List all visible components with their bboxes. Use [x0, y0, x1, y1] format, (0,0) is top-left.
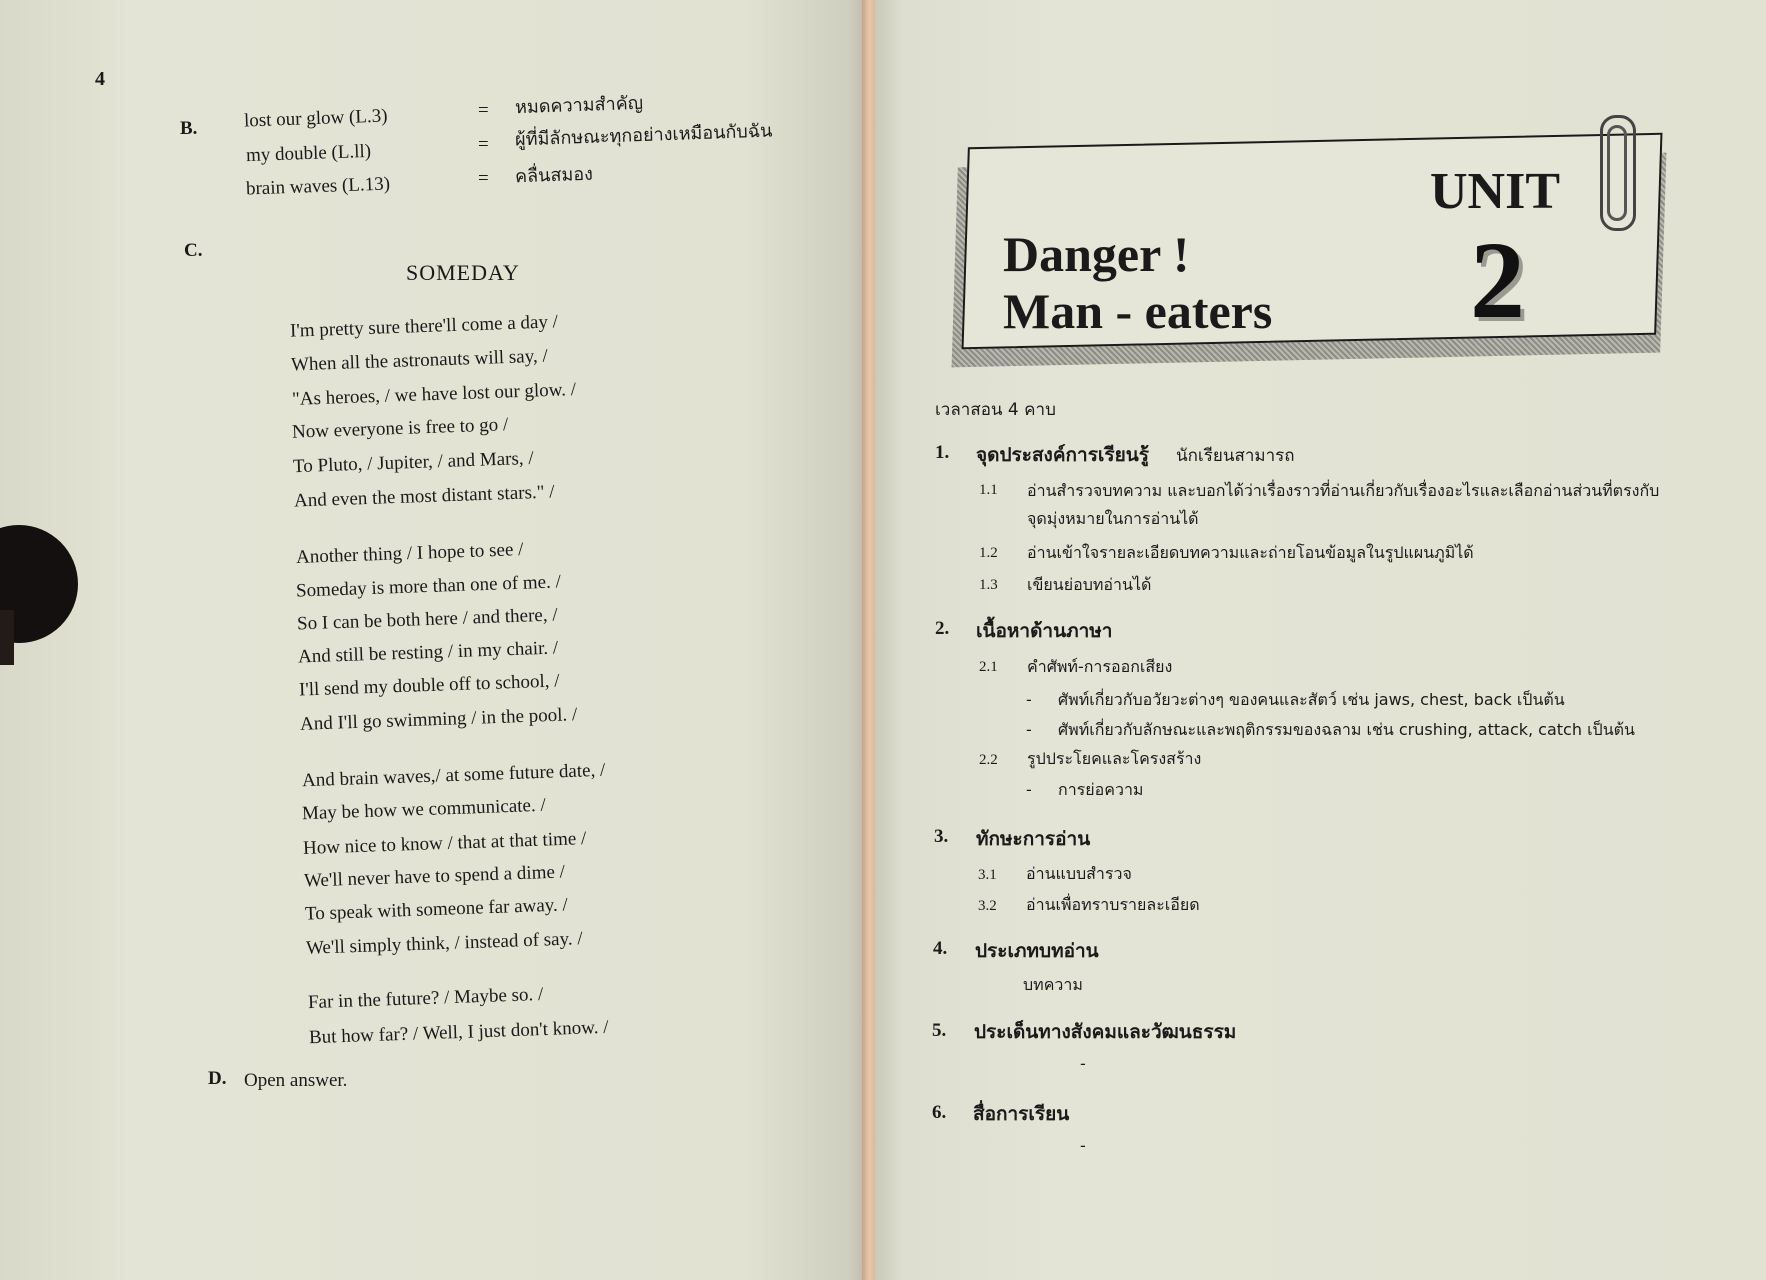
- bullet-dash: -: [1026, 780, 1032, 799]
- subitem-number: 2.2: [979, 752, 998, 768]
- subitem-text: เขียนย่อบทอ่านได้: [1027, 575, 1152, 594]
- poem-line: "As heroes, / we have lost our glow. /: [291, 379, 577, 410]
- page-number: 4: [95, 68, 105, 90]
- subitem-number: 1.1: [979, 482, 998, 498]
- poem-line: But how far? / Well, I just don't know. /: [308, 1016, 609, 1049]
- subitem-text: อ่านสำรวจบทความ และบอกได้ว่าเรื่องราวที่อ่านเกี่ยวกับเรื่องอะไรและเลือกอ่านส่วนที่ตรงกับ: [1027, 481, 1660, 500]
- section-number: 3.: [934, 826, 949, 847]
- section-b-label: B.: [180, 118, 198, 139]
- poem-line: Now everyone is free to go /: [291, 414, 509, 443]
- poem-line: To Pluto, / Jupiter, / and Mars, /: [292, 447, 534, 478]
- section-d-text: Open answer.: [244, 1070, 348, 1091]
- poem-line: Someday is more than one of me. /: [295, 571, 562, 602]
- bullet-text: ศัพท์เกี่ยวกับอวัยวะต่างๆ ของคนและสัตว์ เช่น jaws, chest, back เป็นต้น: [1058, 690, 1565, 709]
- poem-line: I'll send my double off to school, /: [298, 670, 560, 701]
- poem-line: When all the astronauts will say, /: [290, 345, 549, 376]
- unit-number: 2: [1470, 219, 1525, 341]
- section-d-label: D.: [208, 1068, 227, 1089]
- poem-line: And still be resting / in my chair. /: [297, 637, 559, 668]
- subitem-number: 2.1: [979, 659, 998, 675]
- subitem-number: 1.2: [979, 545, 998, 561]
- unit-title-line2: Man - eaters: [1003, 283, 1273, 339]
- poem-line: So I can be both here / and there, /: [296, 604, 558, 635]
- section-heading: ทักษะการอ่าน: [976, 828, 1091, 850]
- poem-line: We'll never have to spend a dime /: [303, 861, 566, 892]
- unit-title-line1: Danger !: [1003, 226, 1190, 282]
- bullet-text: ศัพท์เกี่ยวกับลักษณะและพฤติกรรมของฉลาม เช่น crushing, attack, catch เป็นต้น: [1058, 720, 1635, 739]
- bullet-text: การย่อความ: [1058, 780, 1144, 799]
- poem-title: SOMEDAY: [406, 260, 520, 285]
- subitem-number: 1.3: [979, 577, 998, 593]
- section-heading: จุดประสงค์การเรียนรู้: [976, 444, 1149, 466]
- section-heading-suffix: นักเรียนสามารถ: [1176, 446, 1295, 466]
- bullet-dash: -: [1026, 720, 1032, 739]
- subitem-number: 3.2: [978, 898, 997, 914]
- subitem-number: 3.1: [978, 867, 997, 883]
- vocab-term: brain waves (L.13): [245, 173, 391, 200]
- subitem-text: อ่านเข้าใจรายละเอียดบทความและถ่ายโอนข้อมูลในรูปแผนภูมิได้: [1027, 543, 1474, 562]
- vocab-equals: =: [478, 168, 489, 189]
- vocab-term: my double (L.ll): [245, 140, 372, 167]
- subitem-text: อ่านเพื่อทราบรายละเอียด: [1026, 895, 1200, 914]
- poem-line: I'm pretty sure there'll come a day /: [289, 311, 559, 342]
- vocab-term: lost our glow (L.3): [243, 105, 388, 132]
- poem-line: May be how we communicate. /: [301, 794, 547, 825]
- left-page: [0, 0, 875, 1280]
- poem-line: To speak with someone far away. /: [304, 894, 569, 925]
- poem-line: Far in the future? / Maybe so. /: [307, 983, 544, 1014]
- vocab-meaning: ผู้ที่มีลักษณะทุกอย่างเหมือนกับฉัน: [514, 120, 773, 151]
- section-c-label: C.: [184, 240, 203, 261]
- poem-line: How nice to know / that at that time /: [302, 828, 587, 859]
- poem-line: And even the most distant stars." /: [293, 481, 555, 512]
- subitem-text: รูปประโยคและโครงสร้าง: [1027, 749, 1202, 768]
- vocab-equals: =: [478, 134, 489, 155]
- poem-line: And brain waves,/ at some future date, /: [301, 759, 606, 792]
- teaching-duration: เวลาสอน 4 คาบ: [935, 400, 1056, 420]
- subitem-text-cont: จุดมุ่งหมายในการอ่านได้: [1027, 509, 1199, 528]
- section-number: 5.: [932, 1020, 947, 1041]
- section-heading: ประเด็นทางสังคมและวัฒนธรรม: [974, 1021, 1237, 1043]
- poem-line: And I'll go swimming / in the pool. /: [299, 704, 578, 735]
- subitem-text: คำศัพท์-การออกเสียง: [1027, 657, 1173, 676]
- section-heading: สื่อการเรียน: [973, 1103, 1070, 1125]
- section-number: 4.: [933, 938, 948, 959]
- binder-ring: [0, 610, 14, 665]
- unit-label: UNIT: [1430, 163, 1561, 220]
- poem-line: We'll simply think, / instead of say. /: [305, 928, 583, 959]
- section-text: บทความ: [1023, 975, 1083, 994]
- vocab-equals: =: [478, 100, 489, 121]
- section-number: 1.: [935, 442, 950, 463]
- section-heading: เนื้อหาด้านภาษา: [976, 620, 1113, 642]
- section-number: 2.: [935, 618, 950, 639]
- bullet-dash: -: [1026, 690, 1032, 709]
- vocab-meaning: หมดความสำคัญ: [514, 92, 644, 119]
- paperclip-inner: [1607, 125, 1627, 221]
- vocab-meaning: คลื่นสมอง: [514, 163, 594, 188]
- poem-line: Another thing / I hope to see /: [295, 539, 524, 568]
- subitem-text: อ่านแบบสำรวจ: [1026, 864, 1132, 883]
- section-text: -: [1080, 1136, 1086, 1155]
- section-text: -: [1080, 1054, 1086, 1073]
- section-heading: ประเภทบทอ่าน: [975, 940, 1099, 962]
- section-number: 6.: [932, 1102, 947, 1123]
